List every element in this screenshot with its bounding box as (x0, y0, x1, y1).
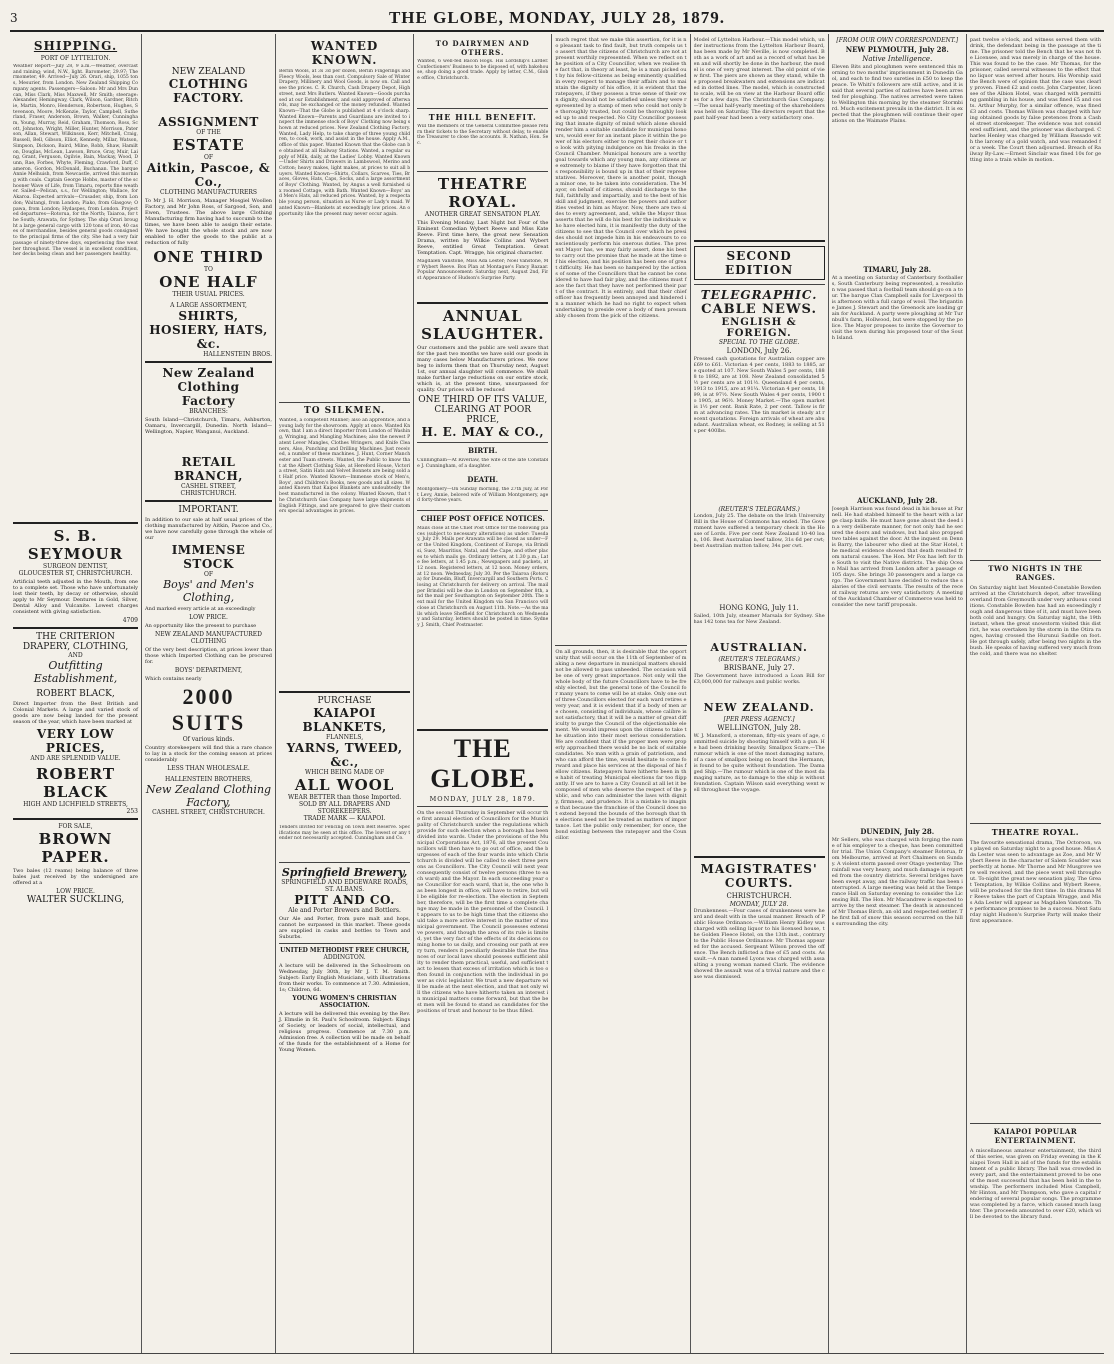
second-edition: SECOND EDITION (694, 246, 825, 280)
criterion-ad: THE CRITERION DRAPERY, CLOTHING, AND Outfitting Establishment, ROBERT BLACK, Direct Importer from the Best British and Colonial Markets. A large and varied stock of goods are now being landed for the present season of the year, which have been marked at VERY LOW PRICES, AND ARE SPLENDID VALUE. ROBERT BLACK HIGH AND LICHFIELD STREETS, 253 (13, 632, 138, 815)
globe-date: MONDAY, JULY 28, 1879. (429, 795, 536, 803)
new-zealand-heading: NEW ZEALAND. (703, 701, 815, 714)
wanted-known-heading: WANTED KNOWN. (310, 39, 379, 67)
globe-logo: THE GLOBE. (430, 734, 536, 793)
shipping-text: Weather Report—July 28, 9 a.m.—Weather, overcast and raining; wind, N.W., light. Barometer, 29.97; Thermometer, 49. Arrived—July 26. Orari, ship, 1055 tons, Mesurier, from London. New Zealand Shipping Company agents. Passengers—Saloon: Mr and Mrs Duncan, Miss Clark, Miss Maxwell, Mr Smith; steerage: Alexander, Hemingway, Clark, Wilson, Gardner, Ritchie, Martin, Monro, Henderson, Robertson, Hughes, Stevenson, Moore, McKenzie, Taylor, Campbell, Sutherland, Fraser, Anderson, Brown, Walker, Cunningham, Young, Murray, Reid, Graham, Thomson, Ross, Scott, Johnston, Wright, Miller, Hunter, Morrison, Paterson, Allan, Stewart, Wilkinson, Kerr, Mitchell, Craig, Russell, Bell, Gibson, Elliot, Kennedy, Millar, Watson, Simpson, Dickson, Baird, Milne, Robb, Shaw, Hamilton, Douglas, McLean, Lawson, Bruce, Gray, Muir, Laing, Grant, Ferguson, Ogilvie, Bain, Mackay, Wood, Dunn, Rae, Forbes, Whyte, Fleming, Crawford, Duff, Cameron, Gordon, McDonald, Buchanan. The barque Annie Melhuish, from Newcastle, arrived this morning with coals. Captain George Hobbs, master of the schooner Wave of Life, from Timaru, reports fine weather. Sailed—Pelican, s.s., for Wellington; Wallace, for Akaroa. Expected arrivals—Crusader, ship, from London; Waitangi, from London; Piako, from Glasgow; Opawa, from London; Hydaspes, from London. Projected departures—Rotorua, for the North; Taiaroa, for the South; Arawata, for Sydney. The ship Orari brought a large general cargo with 120 tons of iron, 40 cases of merchandise, besides general goods consigned to the principal firms of the city. She had a very fair passage of ninety-three days, experiencing fine weather throughout. The vessel is in excellent condition, her decks being clean and her passengers healthy. (13, 64, 138, 258)
annual-slaughter-ad: ANNUAL SLAUGHTER. Our customers and the public are well aware that for the past two months we have sold our goods in many cases below Manufacturers prices. We now beg to inform them that on Thursday next, August 1st, our annual slaughter will commence. We shall make further large reductions on our entire stock, which is, at the present time, unsurpassed for quality. Our prices will be reduced ONE THIRD OF ITS VALUE, CLEARING AT POOR PRICE, H. E. MAY & CO., (417, 307, 549, 439)
telegraphic-heading: TELEGRAPHIC. CABLE NEWS. ENGLISH & FOREIGN. SPECIAL TO THE GLOBE. LONDON, July 26. (700, 288, 818, 355)
australian-heading: AUSTRALIAN. (710, 641, 808, 654)
masthead-title: THE GLOBE, MONDAY, JULY 28, 1879. (388, 8, 726, 27)
shipping-sub: PORT OF LYTTELTON. (40, 55, 111, 62)
column-5 (552, 34, 690, 1353)
page-number: 3 (10, 11, 18, 25)
column-7: [FROM OUR OWN CORRESPONDENT.] NEW PLYMOUTH, July 28. Native Intelligence. Eleven Bits and ploughmen were sentenced this morning to two months' imprisonment in Dunedin Gaol, and each to find two sureties in £50 to keep the peace. Te Whiti's followers are still active, and it is said that several parties of natives have been arrested for ploughing. The natives arrested were taken to Wellington this morning by the steamer Stormbird. Much excitement prevails in the district. It is expected that the ploughmen will continue their operations on the Waimate Plains. TIMARU, July 28. At a meeting on Saturday of Canterbury footballers, South Canterbury being represented, a resolution was passed that a football team should go on a tour. The barque Clan Campbell sails for Liverpool this afternoon with a full cargo of wool. The brigantine James J. Stewart and the Greenock are loading grain for Auckland. A party were ploughing at Mr Turnbull's farm, Hollwood, but were stopped by the police. The Mayor proposes to invite the Governor to visit the town during his proposed tour of the South Island. AUCKLAND, July 28. Joseph Harrison was found dead in his house at Parnell. He had stabbed himself to the heart with a large clasp knife. He must have gone about the deed in a very deliberate manner, for not only had he secured the doors and windows, but had also propped two tables against the door. At the inquest on Dennis Barry, the labourer who died at the Star Hotel, the medical evidence showed that death resulted from natural causes. The Hon. Mr Fox has left for the South to visit the Native districts. The ship Ocean Mail has arrived from London after a passage of 105 days. She brings 30 passengers and a large cargo. The Government have decided to reduce the salaries of the civil servants. The results of the recent railway returns are very satisfactory. A meeting of the Auckland Chamber of Commerce was held to consider the new tariff proposals. DUNEDIN, July 28. Mr Sellers, who was charged with forging the name of his employer to a cheque, has been committed for trial. The Union Company's steamer Rotorua, from Melbourne, arrived at Port Chalmers on Sunday. A violent storm passed over Otago yesterday. The rainfall was very heavy, and much damage is reported from the country districts. Several bridges have been swept away, and the railway traffic has been interrupted. A large meeting was held at the Temperance Hall on Saturday evening to consider the Licensing Bill. The Hon. Mr Macandrew is expected to arrive by the next steamer. The death is announced of Mr Thomas Birch, an old and respected settler. The first fall of snow this season occurred on the hills surrounding the city. (829, 34, 967, 1353)
column-6: Model of Lyttelton Harbour.—This model which, under instructions from the Lyttelton Harbour Board, has been made by Mr Neville, is now completed. Both as a work of art and as a record of what has been and will shortly be done in the harbour, the model is one of very great interest. The old point of view first. The piers are shown as they stand, while the proposed breakwaters and extensions are indicated in dotted lines. The model, which is constructed to scale, will be on view at the Harbour Board offices for a few days. The Christchurch Gas Company.—The usual half-yearly meeting of the shareholders was held on Saturday. The directors report that the past half-year had been a very satisfactory one. SECOND EDITION TELEGRAPHIC. CABLE NEWS. ENGLISH & FOREIGN. SPECIAL TO THE GLOBE. LONDON, July 26. Pressed cash quotations for Australian copper are £69 to £61. Victorian 4 per cents, 1883 to 1885, are quoted at 107. New South Wales 5 per cents, 1888 to 1892, are at 108. New Zealand consolidated 5½ per cents are at 101½. Queensland 4 per cents, 1913 to 1915, are at 91¼. Victorian 4 per cents, 1899, is at 97½. New South Wales 4 per cents, 1900 to 1905, at 96½. Money Market.—The open market is 1½ per cent. Bank Rate, 2 per cent. Tallow is firm at advancing rates. The tin market is steady at recent quotations. Foreign arrivals of wheat are abundant. Australian wheat, ex Rodney, is selling at 51s per 400lbs. (REUTER'S TELEGRAMS.) London, July 25. The debate on the Irish University Bill in the House of Commons has ended. The Government have suffered a temporary check in the House of Lords. Five per cent New Zealand 10-40 loan, 106. Best Australian beef tallow, 31s 6d per cwt; best Australian mutton tallow, 34s per cwt. HONG KONG, July 11. Sailed, 10th July, steamer Marsala for Sydney. She has 142 tons tea for New Zealand. AUSTRALIAN. (REUTER'S TELEGRAMS.) BRISBANE, July 27. The Government have introduced a Loan Bill for £3,000,000 for railways and public works. NEW ZEALAND. [PER PRESS AGENCY.] WELLINGTON, July 28. W. J. Mansford, a storeman, fifty-six years of age, committed suicide by shooting himself with a gun. He had been drinking heavily. Smallpox Scare.—The rumour which is one of the most damaging nature, of a case of smallpox being on board the Hermann, is found to be quite without foundation. The Damaged Ship.—The rumour which is one of the most damaging nature, as to damage to the ship is without foundation. Captain Wilson said everything went well throughout the voyage. MAGISTRATES' COURTS. CHRISTCHURCH. MONDAY, JULY 28. Drunkenness.—Four cases of drunkenness were heard and dealt with in the usual manner. Breach of Public House Ordinance.—William Henry Kidley was charged with selling liquor to his licensed house, the Golden Fleece Hotel, on the 13th inst., contrary to the Public House Ordinance. Mr Thomas appeared for the accused. Sergeant Wilson proved the offence. The Bench inflicted a fine of £5 and costs. Assault.—A man named Lyons was charged with assaulting a young woman named Clark. The evidence showed the assault was of a trivial nature and the case was dismissed. (691, 34, 829, 1353)
theatre-royal-ad: THEATRE ROYAL. ANOTHER GREAT SENSATION PLAY. This Evening Monday, Last Night but Four of the Eminent Comedian Wybert Reeve and Miss Kate Reeve. First time here, the great new Sensation Drama, written by Wilkie Collins and Wybert Reeve, entitled Great Temptation. Great Temptation. Capt. Wragge, his original character. (417, 175, 549, 256)
seymour-name: S. B. SEYMOUR (27, 527, 124, 563)
kaiapoi-ad: PURCHASE KAIAPOI BLANKETS, FLANNELS, YARNS, TWEED, &c., WHICH BEING MADE OF ALL WOOL WEAR BETTER than those Imported. SOLD BY ALL DRAPERS AND STOREKEEPERS. TRADE MARK — KAIAPOI. (286, 696, 403, 822)
wanted-known-text: Berlin Wools, at 3s 3d per dozen, Berlin Fingerings and Fleecy Wools, less than cost. Compulsory Sale of Winter Drapery, Millinery and Wool Goods, is now on. Call and see the prices. C. R. Church, Cash Drapery Depot, High street, next Mrs Butlers. Wanted Known—Goods purchased at our Establishment, and sold approved of afterwards, may be exchanged or the money refunded. Wanted Known—That the Globe is published at 4 o'clock sharp. Wanted Known—Parents and Guardians are invited to inspect the immense stock of Boys' Clothing now being shown at reduced prices. New Zealand Clothing Factory. Wanted, Lady Help, to take charge of three young children, to cook, work, and assist in the house. Apply A.M., office of this paper. Wanted Known that the Globe can be obtained at all Railway Stations. Wanted, a regular supply of Milk, daily, at the Ladies' Lobby. Wanted Known—Under Shirts and Drawers in Lambswool, Merino and Cotton; heavy makes, light makes, at prices to suit all buyers. Wanted Known—Shirts, Collars, Scarves, Ties, Braces, Gloves, Hats, Caps, Socks, and a large assortment of Boys' Clothing. Wanted, by Angus a well furnished six roomed Cottage, with Bath. Wanted Known—Boys' and Men's Hats, all reduced prices. Wanted, by a respectable young person, situation as Nurse or Lady's maid. Wanted Known—Blankets at exceedingly low prices. An opportunity like the present may never occur again. (279, 69, 411, 217)
leader-continued: much regret that we make this assertion, for it is no pleasant task to find fault, but truth compels us to assert that the citizens of Christchurch are not at present worthily represented. When we reflect on the position of a City Councillor, when we realise the fact that, in theory at least, he is a man picked out by his fellow-citizens as being eminently qualified in every respect to manage their affairs and to maintain the dignity of his office, it is evident that the ratepayers, if they possess a true sense of their own dignity, should not be satisfied unless they were represented by a stamp of men who could not only be thoroughly trusted, but could be thoroughly looked up to and respected. No City Councillor possessing that innate dignity of mind which alone should render him a suitable candidate for municipal honours, would ever for an instant place it within the power of his electors either to regret their choice or to look with pitying indulgence on his freaks in the Council Chamber. Municipal honours are a worthy goal towards which any young man, any citizens are extremely to blame if they have forgotten that this responsibility is bound up in that of their representatives. Moreover, there is another point, though a minor one, to be taken into consideration. The Mayor, on behalf of citizens, should discharge to the full, faithfully and impartially, and to the best of his skill and judgment, exercise the powers and authorities vested in him as Mayor. Now, there are two sides to every agreement, and, while the Mayor thus asserts that he will do his best for the individuals who have elected him, it is manifestly the duty of the citizens to see that the Council over which he presides should not impede him in his endeavours to conscientiously perform his onerous duties. The present Mayor has, we may fairly assert, done his best to carry out the promise that he made at the time of his election, and his position has been one of great difficulty. He has been so hampered by the actions of some of the Councillors that he cannot be considered to have had fair play, and the citizens must face the fact that they have not performed their part of the contract. It is entirely, and that their chief officer has frequently been annoyed and hindered in a manner which he had no right to expect when undertaking to preside over a body of men presumably chosen from the pick of the citizens. (555, 37, 687, 319)
magistrates-heading: MAGISTRATES' COURTS. (700, 862, 818, 890)
column-4: TO DAIRYMEN AND OTHERS. Wanted, 6 well-fed Bacon Hogs. His Lordship's Larder. Confectioners' Business to be disposed of, with bakehouse, shop doing a good trade. Apply by letter, C.M., Globe office, Christchurch. THE HILL BENEFIT. Will the members of the General Committee please return their tickets to the Secretary without delay, to enable the Treasurer to close the accounts. R. Nathan, Hon. Sec. THEATRE ROYAL. ANOTHER GREAT SENSATION PLAY. This Evening Monday, Last Night but Four of the Eminent Comedian Wybert Reeve and Miss Kate Reeve. First time here, the great new Sensation Drama, written by Wilkie Collins and Wybert Reeve, entitled Great Temptation. Great Temptation. Capt. Wragge, his original character. Magdalen Vanstone, Miss Ada Lester; Noel Vanstone, Mr Wybert Reeve. Box Plan at Montague's Fancy Bazaar. Popular Announcement: Saturday next, August 2nd, First Appearance of Hudson's Surprise Party. ANNUAL SLAUGHTER. Our customers and the public are well aware that for the past two months we have sold our goods in many cases below Manufacturers prices. We now beg to inform them that on Thursday next, August 1st, our annual slaughter will commence. We shall make further large reductions on our entire stock, which is, at the present time, unsurpassed for quality. Our prices will be reduced ONE THIRD OF ITS VALUE, CLEARING AT POOR PRICE, H. E. MAY & CO., BIRTH. Cunningham—At Riverlaw, the wife of the late Constable J. Cunningham, of a daughter. DEATH. Montgomery—On Sunday morning, the 27th July, at Port Levy, Annie, beloved wife of William Montgomery, aged forty-three years. CHIEF POST OFFICE NOTICES. Mails close at the Chief Post Office for the following places (subject to necessary alterations) as under: Tuesday, July 29. Mails per Arawata will be closed as under—For the United Kingdom, Continent of Europe, via Brindisi, Suez, Mauritius, Natal, and the Cape, and other places to which mails go. Ordinary letters, at 1.30 p.m.; Late fee letters, at 1.45 p.m.; Newspapers and packets, at 12 noon. Registered letters, at 12 noon. Money orders, at 12 noon. Wednesday, July 30. Per the Taiaroa (Rotorua) for Dunedin, Bluff, Invercargill and Southern Ports. Closing at Christchurch for delivery on arrival. The mail per Brindisi will be due in London on September 8th, and the mail per Southampton on September 20th. The next mail for the United Kingdom via San Francisco will close at Christchurch on August 11th. Note.—As the mails which leave Sheffield for Christchurch on Wednesday and Saturday, letters should be posted in time. Sydney J. Smith, Chief Postmaster. THE GLOBE. MONDAY, JULY 28, 1879. On the second Thursday in September will occur the first annual election of Councillors for the Municipality of Christchurch under the regulations which provide for such election when a borough has been divided into wards. Under the provisions of the Municipal Corporations Act, 1876, all the present Councillors will then have to go out of office, and the burgesses of each of the four wards into which Christchurch is divided will be called to elect three persons as Councillors. The City Council will next year consequently consist of twelve persons (three to each ward) and the Mayor. In each succeeding year one Councillor for each ward, that is, the one who has been longest in office, will have to retire, but will be eligible for re-election. The election in September, therefore, will be the first time a complete change may be made in the personnel of the Council. It appears to us to be high time that the citizens should take a more active interest in the matter of municipal government. The Council possesses extensive powers, and though the area of its rule is limited, yet the very fact of the effects of its decisions coming home to us daily, and crossing our path at every turn, renders it peculiarly desirable that the finances of our local laws should possess sufficient ability to render them practical, useful, and sufficient tact to lessen that excess of irritation which is too often found in conjunction with the individual in power as civic legislator. We trust a new departure will be made at the next election, and that not only will the citizens who have hitherto taken an interest in municipal matters come forward, but that the best men will be found to stand as candidates for the positions of trust and honour to be thus filled. (414, 34, 552, 1353)
shipping-heading: SHIPPING. (33, 39, 118, 53)
silkmen-text: Wanted, a competent Milliner; also an apprentice, and a young lady for the showroom. Apply at once. Wanted Known, that I am a direct Importer from London of Washing, Wringing, and Mangling Machines; also the newest Patent Lever Mangles, Clothes Wringers, and Knife Cleaners, Also, Punching and Drilling Machines. Just received, a number of these machines. J. Hunt, Corner Manchester and Tuam streets. Wanted, the Public to know that at the Albert Clothing Sale, at Hereford House, Victoria street, Satin Hats and Velvet Bonnets are being sold at Half price. Wanted Known—Immense stock of Men's, Boys', and Children's Books, new goods and all sizes. Wanted Known that Kaipoi Blankets are undoubtedly the best manufactured in the colony. Wanted Known, that the Christchurch Gas Company have large shipments of English Fittings, and are prepared to give their customers special advantages in prices. (279, 418, 411, 515)
methodist-ad: UNITED METHODIST FREE CHURCH, ADDINGTON. A lecture will be delivered in the Schoolroom on Wednesday, July 30th, by Mr J. T. M. Smith. Subject: Early English Musicians, with illustrations from their works. To commence at 7.30. Admission, 1s; Children, 6d. YOUNG WOMEN'S CHRISTIAN ASSOCIATION. A lecture will be delivered this evening by the Rev. J. Elmslie in St. Paul's Schoolroom. Subject: Kings of Society, or leaders of social, intellectual, and religious progress. Commence at 7.30 p.m. Admission free. A collection will be made on behalf of the funds for the establishment of a Home for Young Women. (279, 947, 411, 1053)
column-2 (142, 34, 276, 1353)
important-ad: IMPORTANT. In addition to our sale at half usual prices of the clothing manufactured by Aitkin, Pascoe and Co., we have now carefully gone through the whole of our IMMENSE STOCK OF Boys' and Men's Clothing, And marked every article at an exceedingly LOW PRICE. An opportunity like the present to purchase NEW ZEALAND MANUFACTURED CLOTHING Of the very best description, at prices lower than those which Imported Clothing can be procured for. BOYS' DEPARTMENT, Which contains nearly 2000 SUITS Of various kinds. Country storekeepers will find this a rare chance to lay in a stock for the coming season at prices considerably LESS THAN WHOLESALE. HALLENSTEIN BROTHERS, New Zealand Clothing Factory, CASHEL STREET, CHRISTCHURCH. (145, 505, 272, 816)
masthead (10, 6, 1104, 32)
brown-paper-ad: FOR SALE, BROWN PAPER. Two bales (12 reams) being balance of three bales just received by the undersigned are offered at a LOW PRICE. WALTER SUCKLING, (13, 823, 138, 905)
column-1 (10, 34, 142, 1353)
columns (10, 34, 1104, 1354)
nz-factory-ad: New Zealand Clothing Factory BRANCHES: South Island—Christchurch, Timaru, Ashburton, Oamaru, Invercargill, Dunedin. North Island—Wellington, Napier, Wanganui, Auckland. RETAIL BRANCH, CASHEL STREET, CHRISTCHURCH. (145, 366, 272, 497)
leader-continued-2: On all grounds, then, it is desirable that the opportunity that will occur on the 11th of September of making a new departure in municipal matters should not be allowed to pass unheeded. The occasion will be one of very great importance. Not only will the whole body of the future Councillors have to be freshly elected, but the general tone of the Council for many years to come will be at stake. Only one out of three Councillors elected for each ward retires every year, and it is evident that if a body of men are chosen, consisting of individuals, whose calibre is not satisfactory, that it will be a matter of great difficulty to purge the Council of the objectionable element. We would impress upon the citizens to take the situation into their most serious consideration. We are confident that if the proper men were properly approached there would be no lack of suitable candidates. No man with a grain of patriotism, and who can afford the time, would hesitate to come forward and place his services at the disposal of his fellow citizens. Ratepayers have hitherto been in the habit of treating Municipal elections far too flippantly. If we are to have a City Council at all let it be composed of men who deserve the respect of the public, and who can administer the laws with dignity, firmness, and prudence. It is a mistake to imagine that because the franchise of the Council does not extend beyond the bounds of the borough that the elections need not be treated as matters of importance. Let the public only remember, for once, the bond existing between the ratepayer and the Councillor. (555, 649, 687, 841)
kaiapoi-popular-heading: KAIAPOI POPULAR ENTERTAINMENT. (993, 1127, 1078, 1145)
column-3: WANTED KNOWN. Berlin Wools, at 3s 3d per dozen, Berlin Fingerings and Fleecy Wools, less than cost. Compulsory Sale of Winter Drapery, Millinery and Wool Goods, is now on. Call and see the prices. C. R. Church, Cash Drapery Depot, High street, next Mrs Butlers. Wanted Known—Goods purchased at our Establishment, and sold approved of afterwards, may be exchanged or the money refunded. Wanted Known—That the Globe is published at 4 o'clock sharp. Wanted Known—Parents and Guardians are invited to inspect the immense stock of Boys' Clothing now being shown at reduced prices. New Zealand Clothing Factory. Wanted, Lady Help, to take charge of three young children, to cook, work, and assist in the house. Apply A.M., office of this paper. Wanted Known that the Globe can be obtained at all Railway Stations. Wanted, a regular supply of Milk, daily, at the Ladies' Lobby. Wanted Known—Under Shirts and Drawers in Lambswool, Merino and Cotton; heavy makes, light makes, at prices to suit all buyers. Wanted Known—Shirts, Collars, Scarves, Ties, Braces, Gloves, Hats, Caps, Socks, and a large assortment of Boys' Clothing. Wanted, by Angus a well furnished six roomed Cottage, with Bath. Wanted Known—Boys' and Men's Hats, all reduced prices. Wanted, by a respectable young person, situation as Nurse or Lady's maid. Wanted Known—Blankets at exceedingly low prices. An opportunity like the present may never occur again. TO SILKMEN. Wanted, a competent Milliner; also an apprentice, and a young lady for the showroom. Apply at once. Wanted Known, that I am a direct Importer from London of Washing, Wringing, and Mangling Machines; also the newest Patent Lever Mangles, Clothes Wringers, and Knife Cleaners, Also, Punching and Drilling Machines. Just received, a number of these machines. J. Hunt, Corner Manchester and Tuam streets. Wanted, the Public to know that at the Albert Clothing Sale, at Hereford House, Victoria street, Satin Hats and Velvet Bonnets are being sold at Half price. Wanted Known—Immense stock of Men's, Boys', and Children's Books, new goods and all sizes. Wanted Known that Kaipoi Blankets are undoubtedly the best manufactured in the colony. Wanted Known, that the Christchurch Gas Company have large shipments of English Fittings, and are prepared to give their customers special advantages in prices. PURCHASE KAIAPOI BLANKETS, FLANNELS, YARNS, TWEED, &c., WHICH BEING MADE OF ALL WOOL WEAR BETTER than those Imported. SOLD BY ALL DRAPERS AND STOREKEEPERS. TRADE MARK — KAIAPOI. Tenders invited for Fencing on Town Belt Reserve. Specifications may be seen at this office. The lowest or any tender not necessarily accepted. Cunningham and Co. Springfield Brewery, SPRINGFIELD AND EDGEWARE ROADS, ST. ALBANS. PITT AND CO. Ale and Porter Brewers and Bottlers. Our Ale and Porter, from pure malt and hops, cannot be surpassed in this market. These goods are supplied in casks and bottles to Town and Suburbs. UNITED METHODIST FREE CHURCH, ADDINGTON. A lecture will be delivered in the Schoolroom on Wednesday, July 30th, by Mr J. T. M. Smith. Subject: Early English Musicians, with illustrations from their works. To commence at 7.30. Admission, 1s; Children, 6d. YOUNG WOMEN'S CHRISTIAN ASSOCIATION. A lecture will be delivered this evening by the Rev. J. Elmslie in St. Paul's Schoolroom. Subject: Kings of Society, or leaders of social, intellectual, and religious progress. Commence at 7.30 p.m. Admission free. A collection will be made on behalf of the funds for the establishment of a Home for Young Women. (276, 34, 414, 1353)
seymour-ad: S. B. SEYMOUR SURGEON DENTIST, GLOUCESTER ST, CHRISTCHURCH. Artificial teeth adjusted in the Mouth, from one to a complete set. Those who have unfortunately lost their teeth, by decay or otherwise, should apply to Mr Seymour. Dentures in Gold, Silver, Dental Alloy and Vulcanite. Lowest charges consistent with giving satisfaction. 4709 (13, 527, 138, 624)
two-nights-heading: TWO NIGHTS IN THE RANGES. (988, 564, 1083, 582)
nz-clothing-ad: NEW ZEALAND CLOTHING FACTORY. ASSIGNMENT OF THE ESTATE OF Aitkin, Pascoe, & Co., CLOTHING MANUFACTURERS To Mr J. H. Morrison, Manager Mosgiel Woollen Factory, and Mr John Ross, of Sargood, Son, and Ewen, Trustees. The above large Clothing Manufacturing firm having had to succumb to the times, we have been able to assign their estate. We have bought the whole stock and are now enabled to offer the goods to the public at a reduction of fully ONE THIRD TO ONE HALF THEIR USUAL PRICES. A LARGE ASSORTMENT, SHIRTS, HOSIERY, HATS, &c. HALLENSTEIN BROS. (145, 67, 272, 358)
springfield-ad: Springfield Brewery, SPRINGFIELD AND EDGEWARE ROADS, ST. ALBANS. PITT AND CO. Ale and Porter Brewers and Bottlers. Our Ale and Porter, from pure malt and hops, cannot be surpassed in this market. These goods are supplied in casks and bottles to Town and Suburbs. (279, 866, 411, 940)
leader-text: On the second Thursday in September will occur the first annual election of Councillors for the Municipality of Christchurch under the regulations which provide for such election when a borough has been divided into wards. Under the provisions of the Municipal Corporations Act, 1876, all the present Councillors will then have to go out of office, and the burgesses of each of the four wards into which Christchurch is divided will be called to elect three persons as Councillors. The City Council will next year consequently consist of twelve persons (three to each ward) and the Mayor. In each succeeding year one Councillor for each ward, that is, the one who has been longest in office, will have to retire, but will be eligible for re-election. The election in September, therefore, will be the first time a complete change may be made in the personnel of the Council. It appears to us to be high time that the citizens should take a more active interest in the matter of municipal government. The Council possesses extensive powers, and though the area of its rule is limited, yet the very fact of the effects of its decisions coming home to us daily, and crossing our path at every turn, renders it peculiarly desirable that the finances of our local laws should possess sufficient ability to render them practical, useful, and sufficient tact to lessen that excess of irritation which is too often found in conjunction with the individual in power as civic legislator. We trust a new departure will be made at the next election, and that not only will the citizens who have hitherto taken an interest in municipal matters come forward, but that the best men will be found to stand as candidates for the positions of trust and honour to be thus filled. (417, 810, 549, 1014)
theatre-royal-heading: THEATRE ROYAL. (991, 827, 1080, 837)
column-8: past twelve o'clock, and witness served them with drink, the defendant being in the passage at the time. The prisoner told the Bench that he was not the Licensee, and was merely in charge of the house. This was found to be the case. Mr Thomas, for the prisoner, called several witnesses to the effect that no liquor was served after hours. His Worship said the Bench were of opinion that the case was clearly proven. Fined £2 and costs. John Carpenter, licensee of the Albion Hotel, was charged with permitting gambling in his house, and was fined £5 and costs. Arthur Murphy, for a similar offence, was fined £3 and costs. Thomas Wilson was charged with having obtained goods by false pretences from a Cashel street storekeeper. The evidence was not considered sufficient, and the prisoner was discharged. Charles Henley was charged by William Bassado with the larceny of a gold watch, and was remanded for a week. The Court then adjourned. Breach of Railway By-Law.—Ernest Sinclair was fined 10s for getting into a train while in motion. TWO NIGHTS IN THE RANGES. On Saturday night last Mounted-Constable Bowden arrived at the Christchurch depot, after travelling overland from Greymouth under very arduous conditions. Constable Bowden has had an exceedingly rough and dangerous time of it, and must have been both cold and hungry. On Saturday night, the 19th instant, when the great snowstorm visited this district, he was overtaken by the storm in the Otira ranges, having crossed the Hurunui Saddle on foot. He got through safely, after being two nights in the bush. He speaks of having suffered very much from the cold, and there was no shelter. THEATRE ROYAL. The favourite sensational drama, The Octoroon, was played on Saturday night to a good house. Miss Ada Lester was seen to advantage as Zoe, and Mr Wybert Reeve in the character of Salem Scudder was perfectly at home. Mr Thorne and Mr Musgrove were well received, and the piece went well throughout. To-night the great new sensation play, The Great Temptation, by Wilkie Collins and Wybert Reeve, will be produced for the first time. In this drama Mr Reeve takes the part of Captain Wragge, and Miss Ada Lester will appear as Magdalen Vanstone. The performance promises to be a success. Next Saturday night Hudson's Surprise Party will make their first appearance. KAIAPOI POPULAR ENTERTAINMENT. A miscellaneous amateur entertainment, the third of this series, was given on Friday evening in the Kaiapoi Town Hall in aid of the funds for the establishment of a public library. The hall was crowded in every part, and the entertainment proved to be one of the most successful that has been held in the township. The performers included Miss Campbell, Mr Hinton, and Mr Thompson, who gave a capital rendering of several popular songs. The programme was completed by a farce, which caused much laughter. The proceeds amounted to over £20, which will be devoted to the library fund. (969, 37, 1102, 1220)
